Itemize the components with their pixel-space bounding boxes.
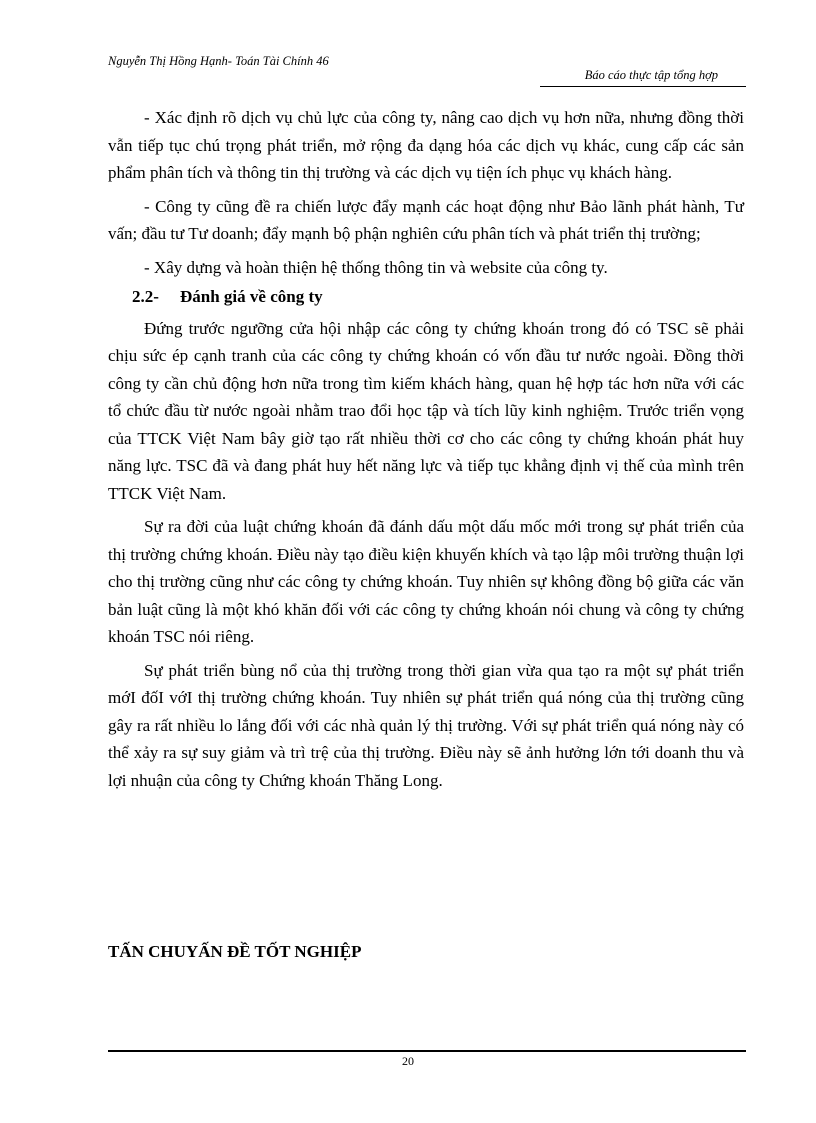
thesis-title: TẤN CHUYẤN ĐỀ TỐT NGHIỆP bbox=[108, 942, 362, 961]
header-author-line: Nguyễn Thị Hồng Hạnh- Toán Tài Chính 46 bbox=[108, 54, 329, 68]
footer-rule bbox=[108, 1050, 746, 1052]
body-paragraph: Sự ra đời của luật chứng khoán đã đánh dấu một dấu mốc mới trong sự phát triển của thị trường chứng khoán. Điều này tạo điều kiện khuyến khích và tạo lập môi trường thuận lợi cho thị trường cũng như các công ty chứng khoán. Tuy nhiên sự không đồng bộ giữa các văn bản luật cũng là một khó khăn đối với các công ty chứng khoán nói chung và công ty chứng khoán TSC nói riêng. bbox=[108, 517, 744, 646]
body-paragraph: Sự phát triển bùng nổ của thị trường trong thời gian vừa qua tạo ra một sự phát triển mớI đốI vớI thị trường chứng khoán. Tuy nhiên sự phát triển quá nóng của thị trường cũng gây ra rất nhiều lo lắng đối với các nhà quản lý thị trường. Với sự phát triển quá nóng này có thể xảy ra sự suy giảm và trì trệ của thị trường. Điều này sẽ ảnh hưởng lớn tới doanh thu và lợi nhuận của công ty Chứng khoán Thăng Long. bbox=[108, 660, 744, 790]
bullet-paragraph: - Xác định rõ dịch vụ chủ lực của công ty, nâng cao dịch vụ hơn nữa, nhưng đồng thời vẫn tiếp tục chú trọng phát triển, mở rộng đa dạng hóa các dịch vụ khác, cung cấp các sản phẩm phân tích và thông tin thị trường và các dịch vụ tiện ích phục vụ khách hàng. bbox=[108, 108, 744, 182]
header-rule bbox=[540, 86, 746, 87]
bullet-paragraph: - Công ty cũng đề ra chiến lược đẩy mạnh các hoạt động như Bảo lãnh phát hành, Tư vấn; đầu tư Tư doanh; đẩy mạnh bộ phận nghiên cứu phân tích và phát triển thị trường; bbox=[108, 196, 744, 243]
document-body bbox=[108, 104, 744, 794]
body-paragraph: Đứng trước ngưỡng cửa hội nhập các công ty chứng khoán trong đó có TSC sẽ phải chịu sức ép cạnh tranh của các công ty chứng khoán có vốn đầu tư nước ngoài. Đồng thời công ty cần chủ động hơn nữa trong tìm kiếm khách hàng, quan hệ hợp tác hơn nữa với các tổ chức đầu từ nước ngoài nhằm trao đổi học tập và tích lũy kinh nghiệm. Trước triển vọng của TTCK Việt Nam bây giờ tạo rất nhiều thời cơ cho các công ty chứng khoán phát huy năng lực. TSC đã và đang phát huy hết năng lực và tiếp tục khẳng định vị thế của mình trên TTCK Việt Nam. bbox=[108, 318, 744, 503]
header-report-title: Báo cáo thực tập tổng hợp bbox=[584, 68, 718, 82]
section-number: 2.2- bbox=[132, 287, 159, 306]
section-heading bbox=[108, 283, 744, 311]
page-number: 20 bbox=[402, 1054, 414, 1068]
bullet-paragraph: - Xây dựng và hoàn thiện hệ thống thông tin và website của công ty. bbox=[144, 257, 608, 277]
section-title: Đánh giá về công ty bbox=[180, 287, 323, 306]
